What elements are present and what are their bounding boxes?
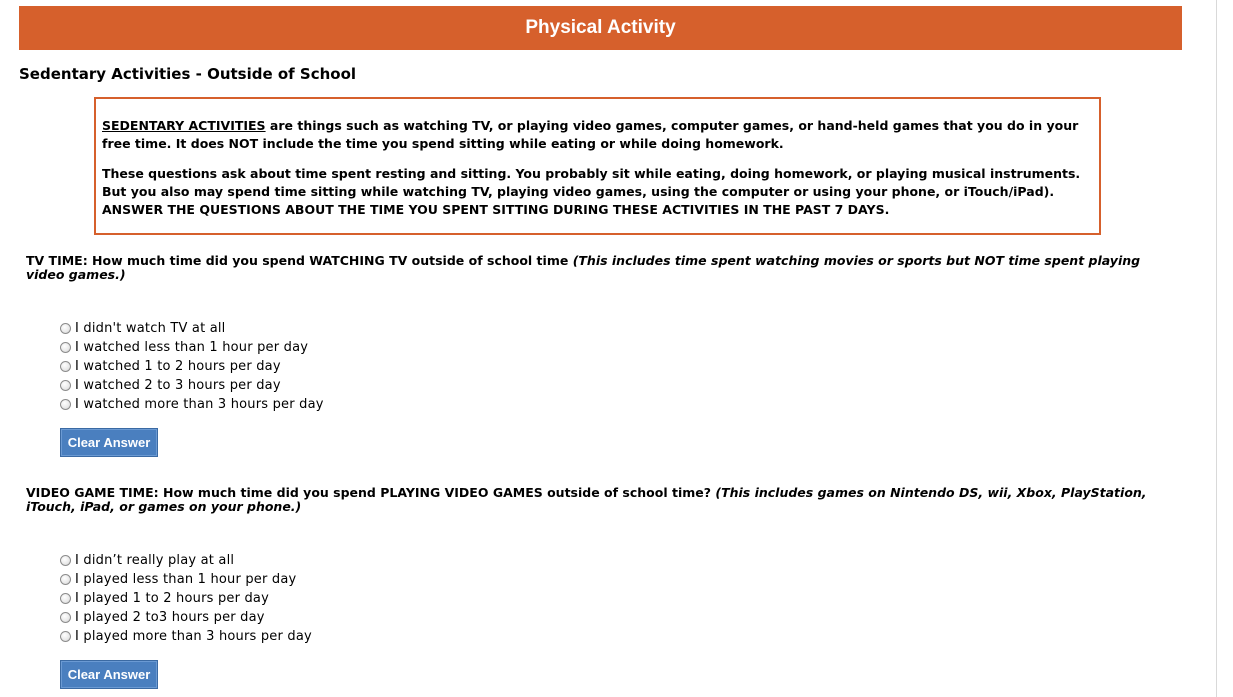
question-note: (This includes time spent watching movies or sports but NOT time spent playing video games.)	[26, 253, 1141, 282]
option-label[interactable]: I didn’t really play at all	[75, 553, 235, 568]
option-label[interactable]: I played 2 to3 hours per day	[75, 610, 265, 625]
tv-option-more-than-3[interactable]	[59, 395, 324, 414]
radio-button[interactable]	[60, 631, 71, 642]
tv-option-none[interactable]	[59, 319, 324, 338]
question-prompt: TV TIME: How much time did you spend WATCHING TV outside of school time	[26, 253, 573, 268]
game-option-1-to-2[interactable]	[59, 589, 312, 608]
info-box	[94, 97, 1101, 235]
question-note: (This includes games on Nintendo DS, wii, Xbox, PlayStation, iTouch, iPad, or games on your phone.)	[26, 485, 1147, 514]
instructions-paragraph: These questions ask about time spent resting and sitting. You probably sit while eating, doing homework, or playing musical instruments. But you also may spend time sitting while watching TV, playing video games, using the computer or using your phone, or iTouch/iPad). ANSWER THE QUESTIONS ABOUT THE TIME YOU SPENT SITTING DURING THESE ACTIVITIES IN THE PAST 7 DAYS.	[102, 166, 1081, 217]
game-option-less-than-1[interactable]	[59, 570, 312, 589]
question-tv-time	[26, 254, 1176, 282]
question-video-game-time	[26, 486, 1176, 514]
sedentary-term: SEDENTARY ACTIVITIES	[102, 118, 266, 133]
option-label[interactable]: I played less than 1 hour per day	[75, 572, 297, 587]
radio-button[interactable]	[60, 574, 71, 585]
question-prompt: VIDEO GAME TIME: How much time did you spend PLAYING VIDEO GAMES outside of school time?	[26, 485, 716, 500]
radio-button[interactable]	[60, 380, 71, 391]
clear-answer-button-tv[interactable]: Clear Answer	[60, 428, 158, 457]
radio-button[interactable]	[60, 399, 71, 410]
radio-button[interactable]	[60, 555, 71, 566]
game-option-none[interactable]	[59, 551, 312, 570]
section-title: Sedentary Activities - Outside of School	[19, 65, 357, 83]
radio-button[interactable]	[60, 361, 71, 372]
tv-option-1-to-2[interactable]	[59, 357, 324, 376]
scrollbar-edge	[1216, 0, 1217, 697]
game-option-2-to-3[interactable]	[59, 608, 312, 627]
definition-paragraph	[102, 117, 1089, 153]
radio-button[interactable]	[60, 323, 71, 334]
option-label[interactable]: I played 1 to 2 hours per day	[75, 591, 269, 606]
tv-time-options	[59, 319, 324, 414]
tv-option-2-to-3[interactable]	[59, 376, 324, 395]
radio-button[interactable]	[60, 593, 71, 604]
tv-option-less-than-1[interactable]	[59, 338, 324, 357]
radio-button[interactable]	[60, 342, 71, 353]
option-label[interactable]: I watched more than 3 hours per day	[75, 397, 324, 412]
option-label[interactable]: I watched 1 to 2 hours per day	[75, 359, 281, 374]
video-game-options	[59, 551, 312, 646]
page-header	[19, 6, 1182, 50]
page-title: Physical Activity	[525, 17, 676, 38]
radio-button[interactable]	[60, 612, 71, 623]
option-label[interactable]: I watched less than 1 hour per day	[75, 340, 309, 355]
option-label[interactable]: I played more than 3 hours per day	[75, 629, 312, 644]
game-option-more-than-3[interactable]	[59, 627, 312, 646]
clear-answer-button-video-games[interactable]: Clear Answer	[60, 660, 158, 689]
definition-text: are things such as watching TV, or playing video games, computer games, or hand-held games that you do in your free time. It does NOT include the time you spend sitting while eating or while doing homework.	[102, 118, 1079, 151]
option-label[interactable]: I didn't watch TV at all	[75, 321, 226, 336]
option-label[interactable]: I watched 2 to 3 hours per day	[75, 378, 281, 393]
